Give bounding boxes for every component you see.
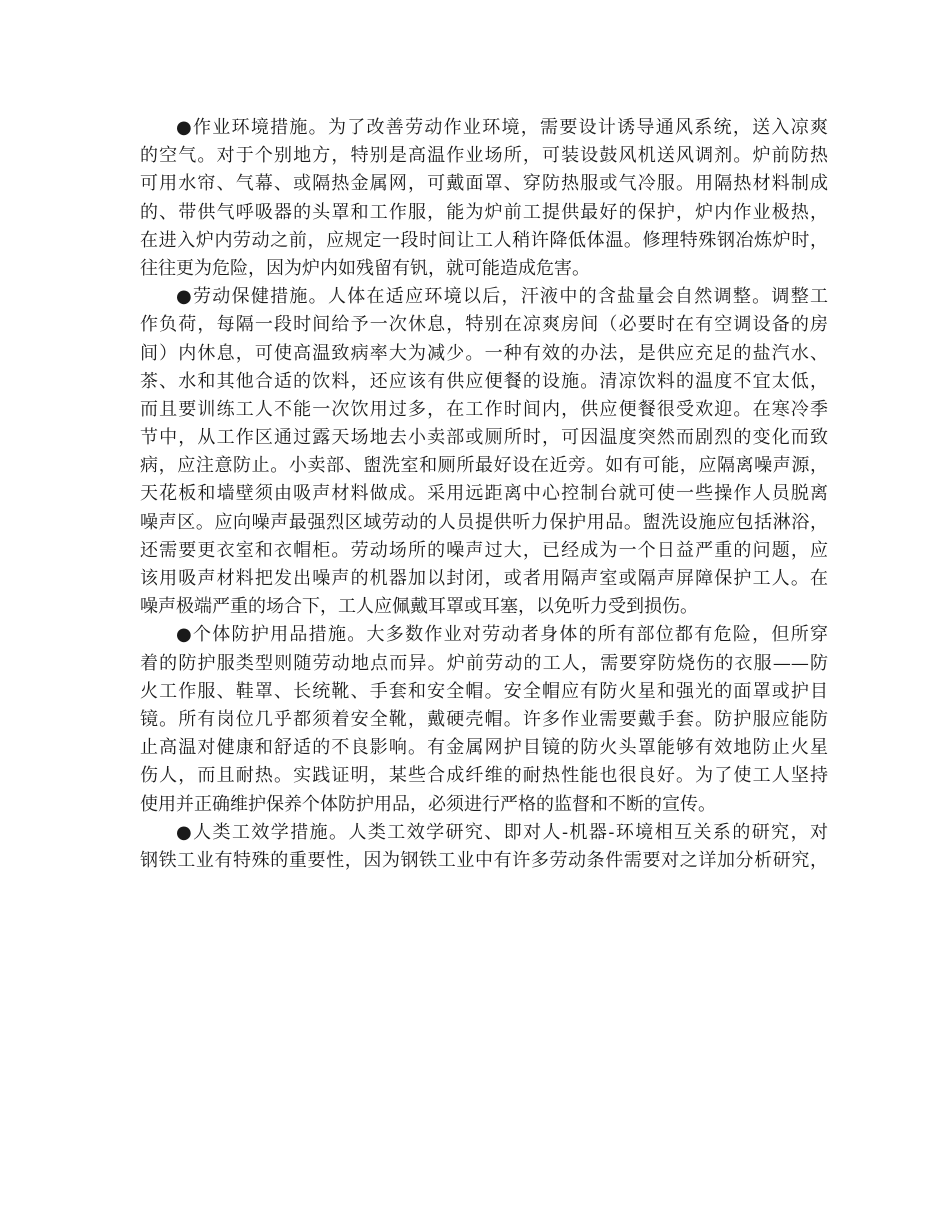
text-line: 止高温对健康和舒适的不良影响。有金属网护目镜的防火头罩能够有效地防止火星 [140,737,828,759]
text-line: ●劳动保健措施。人体在适应环境以后，汗液中的含盐量会自然调整。调整工 [176,286,828,308]
text-line: 噪声区。应向噪声最强烈区域劳动的人员提供听力保护用品。盥洗设施应包括淋浴， [140,511,828,533]
text-line: 的、带供气呼吸器的头罩和工作服，能为炉前工提供最好的保护，炉内作业极热， [140,201,828,223]
text-line: ●作业环境措施。为了改善劳动作业环境，需要设计诱导通风系统，送入凉爽 [176,117,828,138]
paragraph-work-environment [140,114,828,283]
text-line: 伤人，而且耐热。实践证明，某些合成纤维的耐热性能也很良好。为了使工人坚持 [140,765,828,787]
paragraph-ergonomics [140,819,828,875]
text-line: 病，应注意防止。小卖部、盥洗室和厕所最好设在近旁。如有可能，应隔离噪声源， [140,455,828,477]
text-line: 茶、水和其他合适的饮料，还应该有供应便餐的设施。清凉饮料的温度不宜太低， [140,370,828,392]
paragraph-personal-protection [140,621,828,818]
text-line: 还需要更衣室和衣帽柜。劳动场所的噪声过大，已经成为一个日益严重的问题，应 [140,539,828,561]
text-line: 钢铁工业有特殊的重要性，因为钢铁工业中有许多劳动条件需要对之详加分析研究， [140,849,828,871]
text-line: 火工作服、鞋罩、长统靴、手套和安全帽。安全帽应有防火星和强光的面罩或护目 [140,680,828,702]
text-line: 作负荷，每隔一段时间给予一次休息，特别在凉爽房间（必要时在有空调设备的房 [140,314,828,336]
text-line: ●个体防护用品措施。大多数作业对劳动者身体的所有部位都有危险，但所穿 [176,624,828,646]
text-line: 使用并正确维护保养个体防护用品，必须进行严格的监督和不断的宣传。 [140,793,716,815]
text-line: 天花板和墙壁须由吸声材料做成。采用远距离中心控制台就可使一些操作人员脱离 [140,483,828,505]
text-line: 而且要训练工人不能一次饮用过多，在工作时间内，供应便餐很受欢迎。在寒冷季 [140,398,828,420]
text-line: 噪声极端严重的场合下，工人应佩戴耳罩或耳塞，以免听力受到损伤。 [140,596,698,618]
text-line: ●人类工效学措施。人类工效学研究、即对人-机器-环境相互关系的研究，对 [176,821,828,843]
text-line: 间）内休息，可使高温致病率大为减少。一种有效的办法，是供应充足的盐汽水、 [140,342,828,364]
text-line: 可用水帘、气幕、或隔热金属网，可戴面罩、穿防热服或气冷服。用隔热材料制成 [140,173,828,195]
paragraph-labor-health [140,283,828,621]
text-line: 该用吸声材料把发出噪声的机器加以封闭，或者用隔声室或隔声屏障保护工人。在 [140,568,828,589]
text-line: 在进入炉内劳动之前，应规定一段时间让工人稍许降低体温。修理特殊钢冶炼炉时， [140,229,828,251]
text-line: 着的防护服类型则随劳动地点而异。炉前劳动的工人，需要穿防烧伤的衣服——防 [140,652,828,674]
text-line: 镜。所有岗位几乎都须着安全靴，戴硬壳帽。许多作业需要戴手套。防护服应能防 [140,708,828,730]
text-line: 节中，从工作区通过露天场地去小卖部或厕所时，可因温度突然而剧烈的变化而致 [140,427,828,449]
text-line: 往往更为危险，因为炉内如残留有钒，就可能造成危害。 [140,257,590,279]
text-line: 的空气。对于个别地方，特别是高温作业场所，可装设鼓风机送风调剂。炉前防热 [140,145,828,167]
document-body [140,114,828,875]
